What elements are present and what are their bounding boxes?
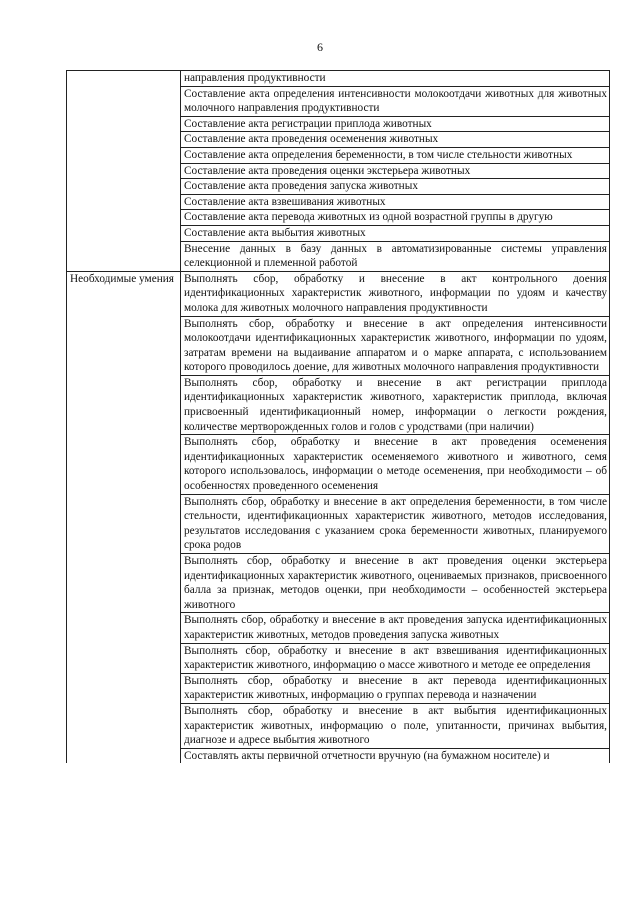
table-cell: Составление акта определения беременности, в том числе стельности животных <box>181 147 610 163</box>
table-cell: направления продуктивности <box>181 71 610 87</box>
table-cell: Выполнять сбор, обработку и внесение в акт проведения осеменения идентификационных характеристик осеменяемого животного и животного, семя которого использовалось, информации о методе осеменения, при необходимости – об особенностях проведенного осеменения <box>181 435 610 494</box>
table-cell: Выполнять сбор, обработку и внесение в акт перевода идентификационных характеристик животных, информацию о группах перевода и назначении <box>181 673 610 703</box>
table-cell: Составление акта перевода животных из одной возрастной группы в другую <box>181 210 610 226</box>
table-cell: Внесение данных в базу данных в автоматизированные системы управления селекционной и племенной работой <box>181 241 610 271</box>
table-cell: Выполнять сбор, обработку и внесение в акт взвешивания идентификационных характеристик животного, информацию о массе животного и методе ее определения <box>181 643 610 673</box>
skills-label: Необходимые умения <box>67 271 181 763</box>
table-cell: Составлять акты первичной отчетности вручную (на бумажном носителе) и <box>181 748 610 763</box>
table-cell: Составление акта выбытия животных <box>181 225 610 241</box>
labor-actions-label-cell <box>67 71 181 272</box>
table-cell: Выполнять сбор, обработку и внесение в акт регистрации приплода идентификационных характеристик животного, характеристик приплода, включая присвоенный идентификационный номер, информации о легкости рождения, количестве мертворожденных голов и голов с уродствами (при наличии) <box>181 375 610 434</box>
table-row <box>67 71 610 87</box>
page-number: 6 <box>317 40 323 54</box>
table-cell: Составление акта проведения осеменения животных <box>181 132 610 148</box>
table-cell: Составление акта взвешивания животных <box>181 194 610 210</box>
table-cell: Выполнять сбор, обработку и внесение в акт контрольного доения идентификационных характеристик животного, информации по удоям и качеству молока для животных молочного направления продуктивности <box>181 271 610 316</box>
requirements-table <box>66 70 610 763</box>
table-cell: Выполнять сбор, обработку и внесение в акт определения интенсивности молокоотдачи идентификационных характеристик животного, информации по удоям, затратам времени на выдаивание аппаратом и о марке аппарата, с использованием которого проводилось доение, для животных молочного направления продуктивности <box>181 316 610 375</box>
table-cell: Выполнять сбор, обработку и внесение в акт проведения оценки экстерьера идентификационных характеристик животного, оцениваемых признаков, присвоенного балла за признак, методов оценки, при необходимости – особенностей экстерьера животного <box>181 554 610 613</box>
table-cell: Выполнять сбор, обработку и внесение в акт определения беременности, в том числе стельности, идентификационных характеристик животного, методов исследования, результатов исследования с указанием срока беременности животных, планируемого срока родов <box>181 494 610 553</box>
table-cell: Составление акта регистрации приплода животных <box>181 116 610 132</box>
table-cell: Составление акта проведения запуска животных <box>181 179 610 195</box>
table-cell: Составление акта проведения оценки экстерьера животных <box>181 163 610 179</box>
table-cell: Выполнять сбор, обработку и внесение в акт проведения запуска идентификационных характеристик животных, методов проведения запуска животных <box>181 613 610 643</box>
table-cell: Составление акта определения интенсивности молокоотдачи животных для животных молочного направления продуктивности <box>181 86 610 116</box>
table-row <box>67 271 610 316</box>
table-cell: Выполнять сбор, обработку и внесение в акт выбытия идентификационных характеристик животных, информацию о поле, упитанности, причинах выбытия, диагнозе и адресе выбытия животного <box>181 703 610 748</box>
